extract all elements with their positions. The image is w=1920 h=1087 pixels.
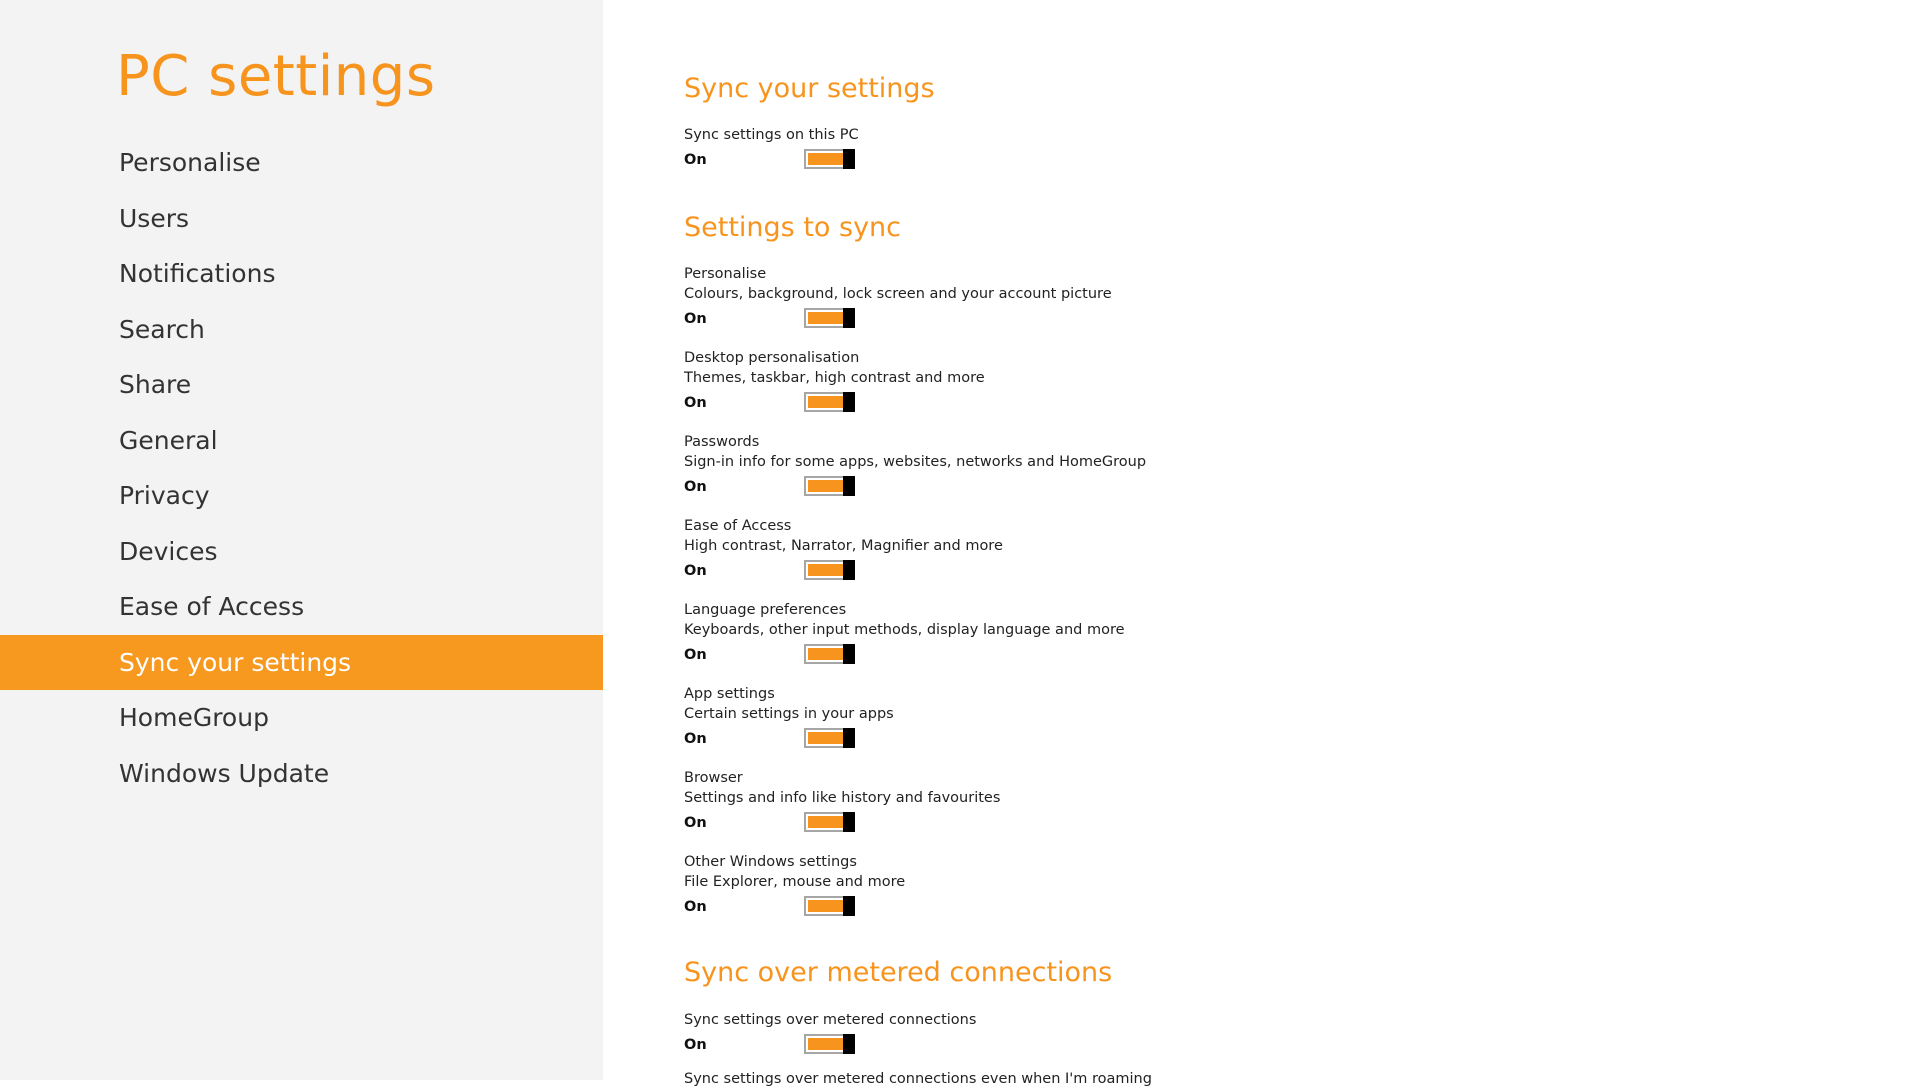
- state-row: [684, 392, 1784, 414]
- state-row: [684, 149, 1784, 171]
- setting-description: File Explorer, mouse and more: [684, 874, 906, 890]
- setting-description: Colours, background, lock screen and your account picture: [684, 286, 1112, 302]
- nav-item-search[interactable]: Search: [119, 314, 205, 344]
- state-row: [684, 812, 1784, 834]
- nav-item-homegroup[interactable]: HomeGroup: [119, 703, 269, 732]
- setting-title-roaming: Sync settings over metered connections even when I'm roaming: [684, 1071, 1152, 1087]
- setting-other-windows-settings: [684, 852, 1784, 918]
- toggle-fill: [808, 564, 843, 576]
- toggle-thumb: [843, 308, 855, 328]
- setting-app-settings: [684, 684, 1784, 750]
- ease-of-access-toggle[interactable]: [804, 560, 855, 580]
- setting-title: Personalise: [684, 266, 767, 282]
- state-label: On: [684, 479, 707, 495]
- state-label: On: [684, 647, 707, 663]
- sync-settings-toggle[interactable]: [804, 149, 855, 169]
- toggle-thumb: [843, 392, 855, 412]
- state-label: On: [684, 563, 707, 579]
- toggle-fill: [808, 153, 843, 165]
- passwords-toggle[interactable]: [804, 476, 855, 496]
- state-row: [684, 476, 1784, 498]
- state-row: [684, 560, 1784, 582]
- state-label: On: [684, 311, 707, 327]
- toggle-fill: [808, 732, 843, 744]
- nav-item-users[interactable]: Users: [119, 203, 190, 233]
- state-label: On: [684, 1037, 707, 1053]
- app-settings-toggle[interactable]: [804, 728, 855, 748]
- section-heading-metered: Sync over metered connections: [684, 957, 1113, 988]
- nav-item-sync-your-settings[interactable]: Sync your settings: [0, 635, 603, 691]
- sync-metered-toggle[interactable]: [804, 1034, 855, 1054]
- setting-browser: [684, 768, 1784, 834]
- toggle-thumb: [843, 476, 855, 496]
- setting-description: Keyboards, other input methods, display language and more: [684, 622, 1125, 638]
- state-label: On: [684, 731, 707, 747]
- setting-title: Passwords: [684, 434, 760, 450]
- setting-description: Settings and info like history and favourites: [684, 790, 1001, 806]
- setting-description: Sign-in info for some apps, websites, networks and HomeGroup: [684, 454, 1147, 470]
- other-windows-settings-toggle[interactable]: [804, 896, 855, 916]
- toggle-fill: [808, 1038, 843, 1050]
- nav-list: [0, 135, 603, 801]
- state-row: [684, 308, 1784, 330]
- section-heading-sync: Sync your settings: [684, 73, 935, 104]
- setting-passwords: [684, 432, 1784, 498]
- personalise-toggle[interactable]: [804, 308, 855, 328]
- toggle-thumb: [843, 149, 855, 169]
- toggle-thumb: [843, 728, 855, 748]
- setting-description: Certain settings in your apps: [684, 706, 894, 722]
- state-label: On: [684, 395, 707, 411]
- setting-description: Themes, taskbar, high contrast and more: [684, 370, 985, 386]
- setting-title: Sync settings on this PC: [684, 127, 859, 143]
- toggle-fill: [808, 396, 843, 408]
- section-heading-settings-to-sync: Settings to sync: [684, 212, 902, 243]
- toggle-fill: [808, 900, 843, 912]
- setting-title: Other Windows settings: [684, 854, 857, 870]
- state-row: [684, 728, 1784, 750]
- toggle-fill: [808, 480, 843, 492]
- state-label: On: [684, 815, 707, 831]
- setting-personalise: [684, 264, 1784, 330]
- setting-sync-metered: [684, 1010, 1784, 1056]
- state-row: [684, 644, 1784, 666]
- setting-title: Desktop personalisation: [684, 350, 860, 366]
- setting-title: Language preferences: [684, 602, 847, 618]
- app-title: PC settings: [116, 44, 436, 109]
- setting-title: Sync settings over metered connections: [684, 1012, 977, 1028]
- toggle-thumb: [843, 896, 855, 916]
- setting-language-preferences: [684, 600, 1784, 666]
- nav-item-general[interactable]: General: [119, 425, 218, 455]
- toggle-thumb: [843, 1034, 855, 1054]
- state-label: On: [684, 899, 707, 915]
- toggle-fill: [808, 648, 843, 660]
- nav-item-personalise[interactable]: Personalise: [119, 148, 261, 177]
- nav-item-share[interactable]: Share: [119, 370, 192, 399]
- setting-title: App settings: [684, 686, 775, 702]
- toggle-fill: [808, 312, 843, 324]
- setting-description: High contrast, Narrator, Magnifier and more: [684, 538, 1003, 554]
- navigation-pane: [0, 0, 603, 1080]
- state-row: [684, 1034, 1784, 1056]
- setting-ease-of-access: [684, 516, 1784, 582]
- browser-toggle[interactable]: [804, 812, 855, 832]
- toggle-fill: [808, 816, 843, 828]
- nav-item-privacy[interactable]: Privacy: [119, 481, 210, 510]
- state-label: On: [684, 152, 707, 168]
- nav-item-windows-update[interactable]: Windows Update: [119, 758, 330, 788]
- nav-item-ease-of-access[interactable]: Ease of Access: [119, 592, 305, 621]
- desktop-personalisation-toggle[interactable]: [804, 392, 855, 412]
- toggle-thumb: [843, 644, 855, 664]
- toggle-thumb: [843, 560, 855, 580]
- toggle-thumb: [843, 812, 855, 832]
- setting-sync-on-this-pc: [684, 125, 1784, 171]
- setting-desktop-personalisation: [684, 348, 1784, 414]
- setting-title: Ease of Access: [684, 518, 792, 534]
- language-preferences-toggle[interactable]: [804, 644, 855, 664]
- nav-item-notifications[interactable]: Notifications: [119, 259, 276, 288]
- state-row: [684, 896, 1784, 918]
- nav-item-devices[interactable]: Devices: [119, 536, 218, 566]
- setting-title: Browser: [684, 770, 743, 786]
